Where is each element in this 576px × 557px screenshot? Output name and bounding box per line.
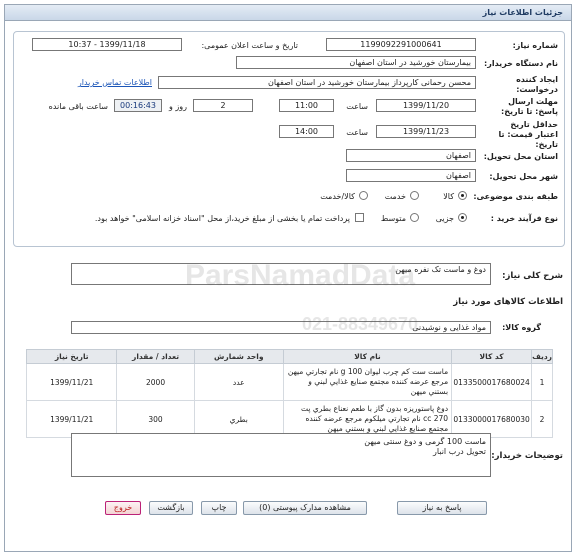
payment-note: پرداخت تمام یا بخشی از مبلغ خرید،از محل "اسناد خزانه اسلامی" خواهد بود. [94, 214, 350, 223]
min-validity-hour-label: ساعت [346, 128, 368, 137]
min-validity-label: حداقل تاریخ اعتبار قیمت: تا تاریخ: [498, 120, 558, 149]
process-option-minor: جزیی [435, 214, 454, 223]
cell-code: 0133500017680024 [452, 364, 532, 401]
summary-field[interactable]: دوغ و ماست تک نفره میهن [71, 263, 491, 285]
description-field[interactable] [71, 433, 491, 477]
min-validity-hour-field[interactable]: 14:00 [279, 125, 334, 138]
need-number-label: شماره نیاز: [512, 41, 558, 50]
cell-unit: بطري [194, 401, 283, 438]
description-line-2: تحویل درب انبار [432, 447, 486, 456]
remaining-time: 00:16:43 [114, 99, 162, 112]
print-button[interactable]: چاپ [201, 501, 237, 515]
cell-unit: عدد [194, 364, 283, 401]
cell-date: 1399/11/21 [27, 364, 117, 401]
col-unit: واحد شمارش [194, 350, 283, 364]
panel-titlebar [5, 5, 571, 21]
reply-button[interactable]: پاسخ به نیاز [397, 501, 487, 515]
table-row[interactable] [27, 401, 553, 438]
process-radio-medium[interactable] [410, 213, 419, 222]
contact-link[interactable]: اطلاعات تماس خریدار [77, 78, 152, 87]
category-option-service: خدمت [384, 192, 406, 201]
col-name: نام کالا [283, 350, 451, 364]
goods-table [26, 349, 553, 438]
process-label: نوع فرآیند خرید : [490, 214, 558, 223]
announce-field[interactable]: 1399/11/18 - 10:37 [32, 38, 182, 51]
cell-row: 1 [532, 364, 553, 401]
col-qty: تعداد / مقدار [117, 350, 194, 364]
creator-field[interactable]: محسن رحمانی کارپرداز بیمارستان خورشید در استان اصفهان [158, 76, 476, 89]
category-option-both: کالا/خدمت [320, 192, 355, 201]
process-option-medium: متوسط [380, 214, 406, 223]
remaining-label: ساعت باقی مانده [48, 102, 108, 111]
table-row[interactable] [27, 364, 553, 401]
min-validity-date-field[interactable]: 1399/11/23 [376, 125, 476, 138]
deadline-date-field[interactable]: 1399/11/20 [376, 99, 476, 112]
goods-group-field[interactable]: مواد غذایی و نوشیدنی [71, 321, 491, 334]
cell-date: 1399/11/21 [27, 401, 117, 438]
cell-name: ماست ست کم چرب ليوان 100 g نام تجارتي ميهن مرجع عرضه کننده مجتمع صنايع غذايي لبني و بستني ميهن [283, 364, 451, 401]
cell-code: 0133000017680030 [452, 401, 532, 438]
goods-table-header [27, 350, 553, 364]
attachments-button[interactable]: مشاهده مدارک پیوستی (0) [243, 501, 367, 515]
category-radio-service[interactable] [410, 191, 419, 200]
city-field[interactable]: اصفهان [346, 169, 476, 182]
details-panel [4, 4, 572, 552]
description-line-1: ماست 100 گرمی و دوغ سنتی میهن [364, 437, 486, 446]
creator-label: ایجاد کننده درخواست: [516, 75, 558, 94]
back-button[interactable]: بازگشت [149, 501, 193, 515]
days-field[interactable]: 2 [193, 99, 253, 112]
col-code: کد کالا [452, 350, 532, 364]
treasury-checkbox[interactable] [355, 213, 364, 222]
process-radio-minor[interactable] [458, 213, 467, 222]
need-info-box [13, 31, 565, 247]
category-radio-goods[interactable] [458, 191, 467, 200]
summary-label: شرح کلی نیاز: [502, 271, 563, 281]
cell-name: دوغ پاستوريزه بدون گاز با طعم نعناع بطري پت 270 cc نام تجارتي ميلکوم مرجع عرضه کننده مجتمع صنايع غذايي لبني و بستني ميهن [283, 401, 451, 438]
description-label: توضیحات خریدار: [491, 451, 563, 461]
category-label: طبقه بندی موضوعی: [473, 192, 558, 201]
exit-button[interactable]: خروج [105, 501, 141, 515]
panel-title: جزئیات اطلاعات نیاز [482, 8, 563, 17]
province-label: استان محل تحویل: [483, 152, 558, 161]
deadline-label: مهلت ارسال پاسخ: تا تاریخ: [501, 97, 558, 116]
category-option-goods: کالا [443, 192, 454, 201]
goods-group-label: گروه کالا: [502, 323, 541, 332]
cell-qty: 2000 [117, 364, 194, 401]
need-number-field[interactable]: 1199092291000641 [326, 38, 476, 51]
city-label: شهر محل تحویل: [489, 172, 558, 181]
announce-label: تاریخ و ساعت اعلان عمومی: [201, 41, 298, 50]
col-row: ردیف [532, 350, 553, 364]
category-radio-both[interactable] [359, 191, 368, 200]
deadline-hour-label: ساعت [346, 102, 368, 111]
cell-row: 2 [532, 401, 553, 438]
buyer-label: نام دستگاه خریدار: [484, 59, 558, 68]
province-field[interactable]: اصفهان [346, 149, 476, 162]
buyer-field[interactable]: بیمارستان خورشید در استان اصفهان [236, 56, 476, 69]
days-label: روز و [169, 102, 187, 111]
col-date: تاریخ نیاز [27, 350, 117, 364]
goods-section-title: اطلاعات کالاهای مورد نیاز [453, 297, 563, 307]
cell-qty: 300 [117, 401, 194, 438]
deadline-hour-field[interactable]: 11:00 [279, 99, 334, 112]
